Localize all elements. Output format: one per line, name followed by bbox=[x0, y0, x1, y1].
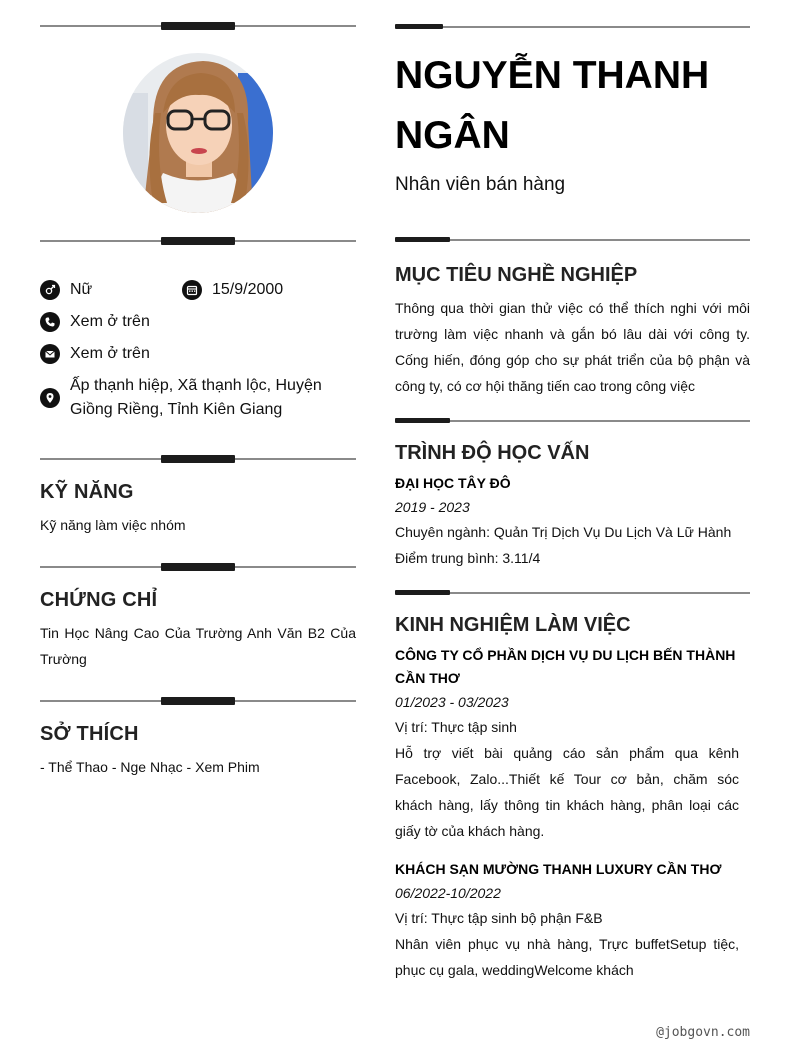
left-column bbox=[40, 0, 356, 1053]
objective-text: Thông qua thời gian thử việc có thể thích nghi với môi trường làm việc nhanh và gắn bó lâu dài với công ty. Cống hiến, đóng góp cho sự phát triển của bộ phận và công ty, có cơ hội thăng tiến cao trong công việc bbox=[395, 300, 750, 394]
phone-value: Xem ở trên bbox=[70, 313, 150, 330]
certificates-text: Tin Học Nâng Cao Của Trường Anh Văn B2 Của Trường bbox=[40, 625, 356, 667]
calendar-icon bbox=[182, 280, 202, 300]
job-period: 06/2022-10/2022 bbox=[395, 885, 501, 901]
email-row bbox=[40, 342, 150, 366]
divider bbox=[40, 22, 356, 30]
education-title: TRÌNH ĐỘ HỌC VẤN bbox=[395, 442, 590, 464]
job-company: KHÁCH SẠN MƯỜNG THANH LUXURY CẦN THƠ bbox=[395, 861, 722, 877]
birthday-row bbox=[182, 278, 283, 302]
gender-value: Nữ bbox=[70, 281, 93, 298]
avatar bbox=[123, 53, 273, 213]
skills-text: Kỹ năng làm việc nhóm bbox=[40, 517, 186, 533]
education-major: Chuyên ngành: Quản Trị Dịch Vụ Du Lịch Và Lữ Hành bbox=[395, 524, 732, 540]
watermark: @jobgovn.com bbox=[656, 1025, 750, 1040]
job-description: Nhân viên phục vụ nhà hàng, Trực buffetSetup tiệc, phục cụ gala, weddingWelcome khách bbox=[395, 936, 739, 978]
right-column bbox=[395, 0, 750, 1053]
divider bbox=[40, 697, 356, 705]
phone-icon bbox=[40, 312, 60, 332]
email-value: Xem ở trên bbox=[70, 345, 150, 362]
hobbies-text: - Thể Thao - Nge Nhạc - Xem Phim bbox=[40, 759, 260, 775]
email-icon bbox=[40, 344, 60, 364]
hobbies-title: SỞ THÍCH bbox=[40, 723, 139, 745]
divider bbox=[395, 236, 750, 244]
job-position: Vị trí: Thực tập sinh bộ phận F&B bbox=[395, 910, 603, 926]
location-pin-icon bbox=[40, 388, 60, 408]
divider bbox=[395, 589, 750, 597]
education-period: 2019 - 2023 bbox=[395, 499, 470, 515]
phone-row bbox=[40, 310, 150, 334]
job-period: 01/2023 - 03/2023 bbox=[395, 694, 509, 710]
gender-row bbox=[40, 278, 92, 302]
objective-title: MỤC TIÊU NGHỀ NGHIỆP bbox=[395, 264, 638, 286]
education-gpa: Điểm trung bình: 3.11/4 bbox=[395, 550, 541, 566]
job-title: Nhân viên bán hàng bbox=[395, 174, 566, 195]
certificates-title: CHỨNG CHỈ bbox=[40, 589, 158, 611]
divider bbox=[40, 455, 356, 463]
school-name: ĐẠI HỌC TÂY ĐÔ bbox=[395, 475, 511, 491]
job-company: CÔNG TY CỔ PHẦN DỊCH VỤ DU LỊCH BẾN THÀNH CẦN THƠ bbox=[395, 647, 736, 686]
divider bbox=[395, 417, 750, 425]
gender-icon bbox=[40, 280, 60, 300]
divider bbox=[40, 563, 356, 571]
birthday-value: 15/9/2000 bbox=[212, 281, 284, 298]
job-description: Hỗ trợ viết bài quảng cáo sản phẩm qua kênh Facebook, Zalo...Thiết kế Tour cơ bản, chăm sóc khách hàng, lấy thông tin khách hàng, phân loại các giấy tờ của khách hàng. bbox=[395, 745, 739, 839]
divider bbox=[40, 237, 356, 245]
address-row bbox=[40, 374, 330, 422]
divider bbox=[395, 23, 750, 31]
skills-title: KỸ NĂNG bbox=[40, 481, 134, 503]
experience-title: KINH NGHIỆM LÀM VIỆC bbox=[395, 614, 631, 636]
candidate-name: NGUYỄN THANH NGÂN bbox=[395, 54, 710, 157]
address-value: Ấp thạnh hiệp, Xã thạnh lộc, Huyện Giồng Riềng, Tỉnh Kiên Giang bbox=[70, 377, 322, 418]
job-position: Vị trí: Thực tập sinh bbox=[395, 719, 517, 735]
